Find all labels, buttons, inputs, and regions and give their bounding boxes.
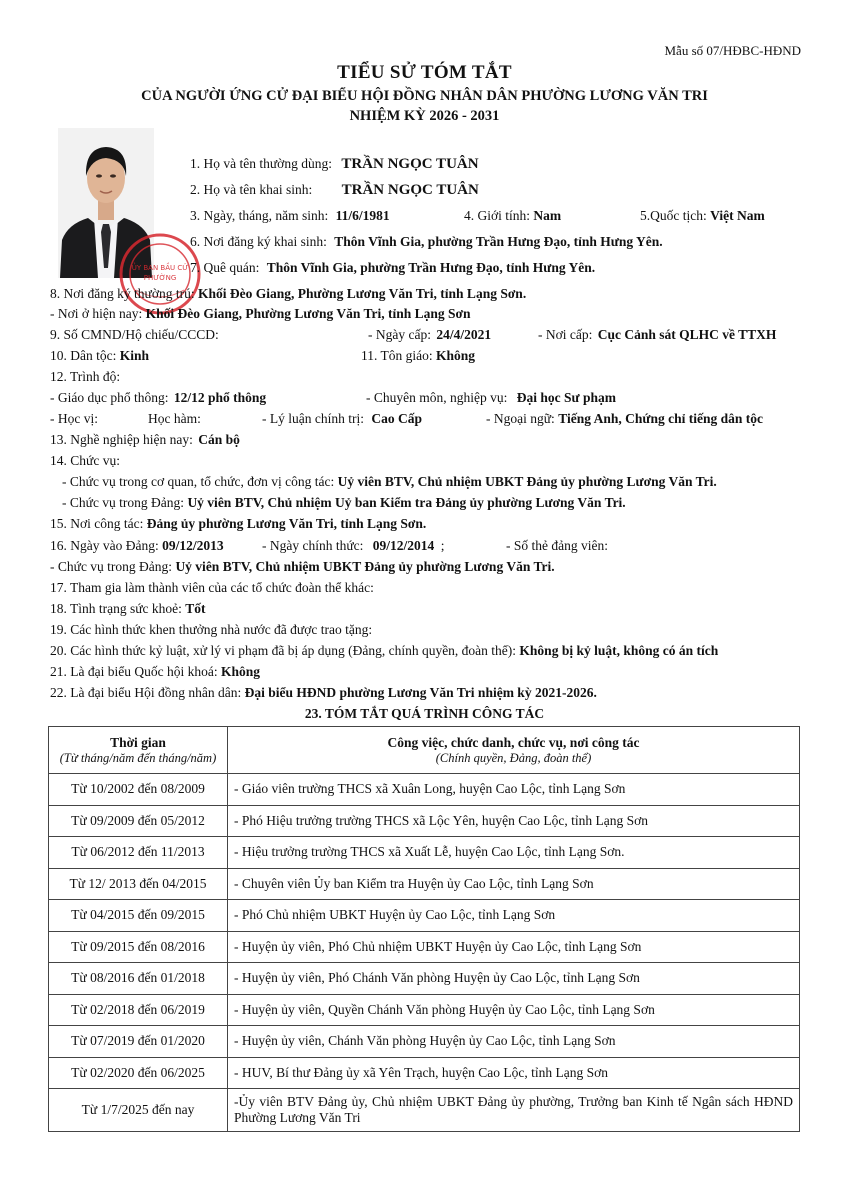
field-id-number: 9. Số CMND/Hộ chiếu/CCCD: <box>50 327 219 342</box>
field-awards: 19. Các hình thức khen thưởng nhà nước đã được trao tặng: <box>50 622 373 637</box>
table-row <box>49 1057 800 1089</box>
description-cell: - Huyện ủy viên, Phó Chánh Văn phòng Huyện ủy Cao Lộc, tỉnh Lạng Sơn <box>228 963 800 995</box>
table-row <box>49 900 800 932</box>
position-agency-value: Uỷ viên BTV, Chủ nhiệm UBKT Đảng ủy phường Lương Văn Tri. <box>337 474 717 489</box>
document-subtitle: CỦA NGƯỜI ỨNG CỬ ĐẠI BIỂU HỘI ĐỒNG NHÂN DÂN PHƯỜNG LƯƠNG VĂN TRI <box>141 88 708 104</box>
table-row <box>49 931 800 963</box>
field-position-party: - Chức vụ trong Đảng: Uỷ viên BTV, Chủ nhiệm Uỷ ban Kiểm tra Đảng ủy phường Lương Văn Tri. <box>62 495 626 510</box>
description-cell: - Phó Hiệu trưởng trường THCS xã Lộc Yên, huyện Cao Lộc, tỉnh Lạng Sơn <box>228 805 800 837</box>
description-column-header: Công việc, chức danh, chức vụ, nơi công tác (Chính quyền, Đảng, đoàn thể) <box>228 727 800 774</box>
field-id-issue-date: - Ngày cấp: 24/4/2021 <box>368 327 492 342</box>
time-cell: Từ 07/2019 đến 01/2020 <box>49 1026 228 1058</box>
field-degree: - Học vị: <box>50 411 98 426</box>
field-id-issue-place: - Nơi cấp: Cục Cảnh sát QLHC về TTXH <box>538 327 777 342</box>
gender-value: Nam <box>533 208 562 223</box>
description-cell: - Hiệu trưởng trường THCS xã Xuất Lễ, huyện Cao Lộc, tỉnh Lạng Sơn. <box>228 837 800 869</box>
field-party-position: - Chức vụ trong Đảng: Uỷ viên BTV, Chủ nhiệm UBKT Đảng ủy phường Lương Văn Tri. <box>50 559 555 574</box>
description-cell: - Huyện ủy viên, Quyền Chánh Văn phòng Huyện ủy Cao Lộc, tỉnh Lạng Sơn <box>228 994 800 1026</box>
table-row <box>49 963 800 995</box>
work-history-title: 23. TÓM TẮT QUÁ TRÌNH CÔNG TÁC <box>304 706 545 721</box>
id-issue-place-value: Cục Cảnh sát QLHC về TTXH <box>597 327 777 342</box>
description-cell: - Phó Chủ nhiệm UBKT Huyện ủy Cao Lộc, tỉnh Lạng Sơn <box>228 900 800 932</box>
party-official-date-value: 09/12/2014 <box>372 538 435 553</box>
field-health: 18. Tình trạng sức khoẻ: Tốt <box>50 601 206 616</box>
description-cell: - Chuyên viên Ủy ban Kiểm tra Huyện ủy Cao Lộc, tỉnh Lạng Sơn <box>228 868 800 900</box>
field-position-agency: - Chức vụ trong cơ quan, tổ chức, đơn vị công tác: Uỷ viên BTV, Chủ nhiệm UBKT Đảng ủy phường Lương Văn Tri. <box>62 474 717 489</box>
description-cell: - Huyện ủy viên, Phó Chủ nhiệm UBKT Huyện ủy Cao Lộc, tỉnh Lạng Sơn <box>228 931 800 963</box>
time-cell: Từ 04/2015 đến 09/2015 <box>49 900 228 932</box>
table-row <box>49 1026 800 1058</box>
field-general-education: - Giáo dục phổ thông: 12/12 phổ thông <box>50 390 267 405</box>
occupation-value: Cán bộ <box>198 432 240 447</box>
field-birth-name: 2. Họ và tên khai sinh: TRẦN NGỌC TUÂN <box>190 182 479 198</box>
table-row <box>49 1089 800 1132</box>
dob-value: 11/6/1981 <box>335 208 390 223</box>
permanent-residence-value: Khối Đèo Giang, Phường Lương Văn Tri, tỉnh Lạng Sơn. <box>197 286 527 301</box>
political-theory-value: Cao Cấp <box>371 411 422 426</box>
workplace-value: Đảng ủy phường Lương Văn Tri, tỉnh Lạng Sơn. <box>146 516 427 531</box>
time-cell: Từ 02/2018 đến 06/2019 <box>49 994 228 1026</box>
document-title: TIỂU SỬ TÓM TẮT <box>337 62 512 83</box>
field-permanent-residence: 8. Nơi đăng ký thường trú: Khối Đèo Giang, Phường Lương Văn Tri, tỉnh Lạng Sơn. <box>50 286 527 301</box>
hometown-value: Thôn Vĩnh Gia, phường Trần Hưng Đạo, tỉnh Hưng Yên. <box>266 260 596 275</box>
time-cell: Từ 1/7/2025 đến nay <box>49 1089 228 1132</box>
field-nationality: 5.Quốc tịch: Việt Nam <box>640 208 765 223</box>
common-name-value: TRẦN NGỌC TUÂN <box>341 156 479 172</box>
time-cell: Từ 12/ 2013 đến 04/2015 <box>49 868 228 900</box>
field-national-assembly: 21. Là đại biểu Quốc hội khoá: Không <box>50 664 260 679</box>
field-dob: 3. Ngày, tháng, năm sinh: 11/6/1981 <box>190 208 390 223</box>
id-issue-date-value: 24/4/2021 <box>436 327 492 342</box>
health-value: Tốt <box>185 601 206 616</box>
svg-text:PHƯỜNG: PHƯỜNG <box>143 274 177 282</box>
field-positions: 14. Chức vụ: <box>50 453 120 468</box>
time-cell: Từ 09/2015 đến 08/2016 <box>49 931 228 963</box>
time-cell: Từ 08/2016 đến 01/2018 <box>49 963 228 995</box>
table-row <box>49 837 800 869</box>
description-cell: - HUV, Bí thư Đảng ủy xã Yên Trạch, huyện Cao Lộc, tỉnh Lạng Sơn <box>228 1057 800 1089</box>
field-party-official-date: - Ngày chính thức: 09/12/2014 ; <box>262 538 445 553</box>
table-row <box>49 805 800 837</box>
description-cell: -Ủy viên BTV Đảng ủy, Chủ nhiệm UBKT Đảng ủy phường, Trưởng ban Kinh tế Ngân sách HĐND Phường Lương Văn Tri <box>228 1089 800 1132</box>
description-cell: - Giáo viên trường THCS xã Xuân Long, huyện Cao Lộc, tỉnh Lạng Sơn <box>228 774 800 806</box>
field-party-join-date: 16. Ngày vào Đảng: 09/12/2013 <box>50 538 224 553</box>
time-cell: Từ 02/2020 đến 06/2025 <box>49 1057 228 1089</box>
time-cell: Từ 09/2009 đến 05/2012 <box>49 805 228 837</box>
field-organizations: 17. Tham gia làm thành viên của các tổ chức đoàn thể khác: <box>50 580 374 595</box>
time-cell: Từ 06/2012 đến 11/2013 <box>49 837 228 869</box>
field-ethnicity: 10. Dân tộc: Kinh <box>50 348 150 363</box>
field-occupation: 13. Nghề nghiệp hiện nay: Cán bộ <box>50 432 240 447</box>
field-current-residence: - Nơi ở hiện nay: Khối Đèo Giang, Phường Lương Văn Tri, tỉnh Lạng Sơn <box>50 306 471 321</box>
description-cell: - Huyện ủy viên, Chánh Văn phòng Huyện ủy Cao Lộc, tỉnh Lạng Sơn <box>228 1026 800 1058</box>
work-history-table <box>48 726 800 1132</box>
national-assembly-value: Không <box>220 664 260 679</box>
party-join-date-value: 09/12/2013 <box>162 538 224 553</box>
field-hometown: 7. Quê quán: Thôn Vĩnh Gia, phường Trần Hưng Đạo, tỉnh Hưng Yên. <box>190 260 596 275</box>
birth-registration-value: Thôn Vĩnh Gia, phường Trần Hưng Đạo, tỉnh Hưng Yên. <box>334 234 663 249</box>
field-specialization: - Chuyên môn, nghiệp vụ: Đại học Sư phạm <box>366 390 616 405</box>
current-residence-value: Khối Đèo Giang, Phường Lương Văn Tri, tỉnh Lạng Sơn <box>145 306 471 321</box>
form-number: Mẫu số 07/HĐBC-HĐND <box>664 43 801 58</box>
field-discipline: 20. Các hình thức kỷ luật, xử lý vi phạm đã bị áp dụng (Đảng, chính quyền, đoàn thể): Không bị kỷ luật, không có án tích <box>50 643 719 658</box>
document-term: NHIỆM KỲ 2026 - 2031 <box>349 108 500 124</box>
birth-name-value: TRẦN NGỌC TUÂN <box>341 182 479 198</box>
field-political-theory: - Lý luận chính trị: Cao Cấp <box>262 411 422 426</box>
party-position-value: Uỷ viên BTV, Chủ nhiệm UBKT Đảng ủy phường Lương Văn Tri. <box>175 559 555 574</box>
field-religion: 11. Tôn giáo: Không <box>361 348 476 363</box>
ethnicity-value: Kinh <box>119 348 150 363</box>
field-workplace: 15. Nơi công tác: Đảng ủy phường Lương Văn Tri, tỉnh Lạng Sơn. <box>50 516 427 531</box>
foreign-language-value: Tiếng Anh, Chứng chỉ tiếng dân tộc <box>558 411 763 426</box>
svg-text:ỦY BAN BẦU CỬ: ỦY BAN BẦU CỬ <box>131 264 189 272</box>
time-cell: Từ 10/2002 đến 08/2009 <box>49 774 228 806</box>
specialization-value: Đại học Sư phạm <box>516 390 616 405</box>
table-header-row <box>49 727 800 774</box>
field-academic-rank: Học hàm: <box>148 411 201 426</box>
field-common-name: 1. Họ và tên thường dùng: TRẦN NGỌC TUÂN <box>190 156 479 172</box>
discipline-value: Không bị kỷ luật, không có án tích <box>519 643 719 658</box>
field-education: 12. Trình độ: <box>50 369 121 384</box>
nationality-value: Việt Nam <box>710 208 765 223</box>
field-foreign-language: - Ngoại ngữ: Tiếng Anh, Chứng chỉ tiếng dân tộc <box>486 411 763 426</box>
field-party-card-number: - Số thẻ đảng viên: <box>506 538 608 553</box>
time-column-header: Thời gian (Từ tháng/năm đến tháng/năm) <box>49 727 228 774</box>
peoples-council-value: Đại biểu HĐND phường Lương Văn Tri nhiệm kỳ 2021-2026. <box>244 685 597 700</box>
table-row <box>49 994 800 1026</box>
field-birth-registration: 6. Nơi đăng ký khai sinh: Thôn Vĩnh Gia, phường Trần Hưng Đạo, tỉnh Hưng Yên. <box>190 234 663 249</box>
field-peoples-council: 22. Là đại biểu Hội đồng nhân dân: Đại biểu HĐND phường Lương Văn Tri nhiệm kỳ 2021-2026. <box>50 685 597 700</box>
field-gender: 4. Giới tính: Nam <box>464 208 562 223</box>
position-party-value: Uỷ viên BTV, Chủ nhiệm Uỷ ban Kiểm tra Đảng ủy phường Lương Văn Tri. <box>187 495 626 510</box>
general-education-value: 12/12 phổ thông <box>173 390 267 405</box>
religion-value: Không <box>436 348 476 363</box>
table-row <box>49 774 800 806</box>
table-row <box>49 868 800 900</box>
